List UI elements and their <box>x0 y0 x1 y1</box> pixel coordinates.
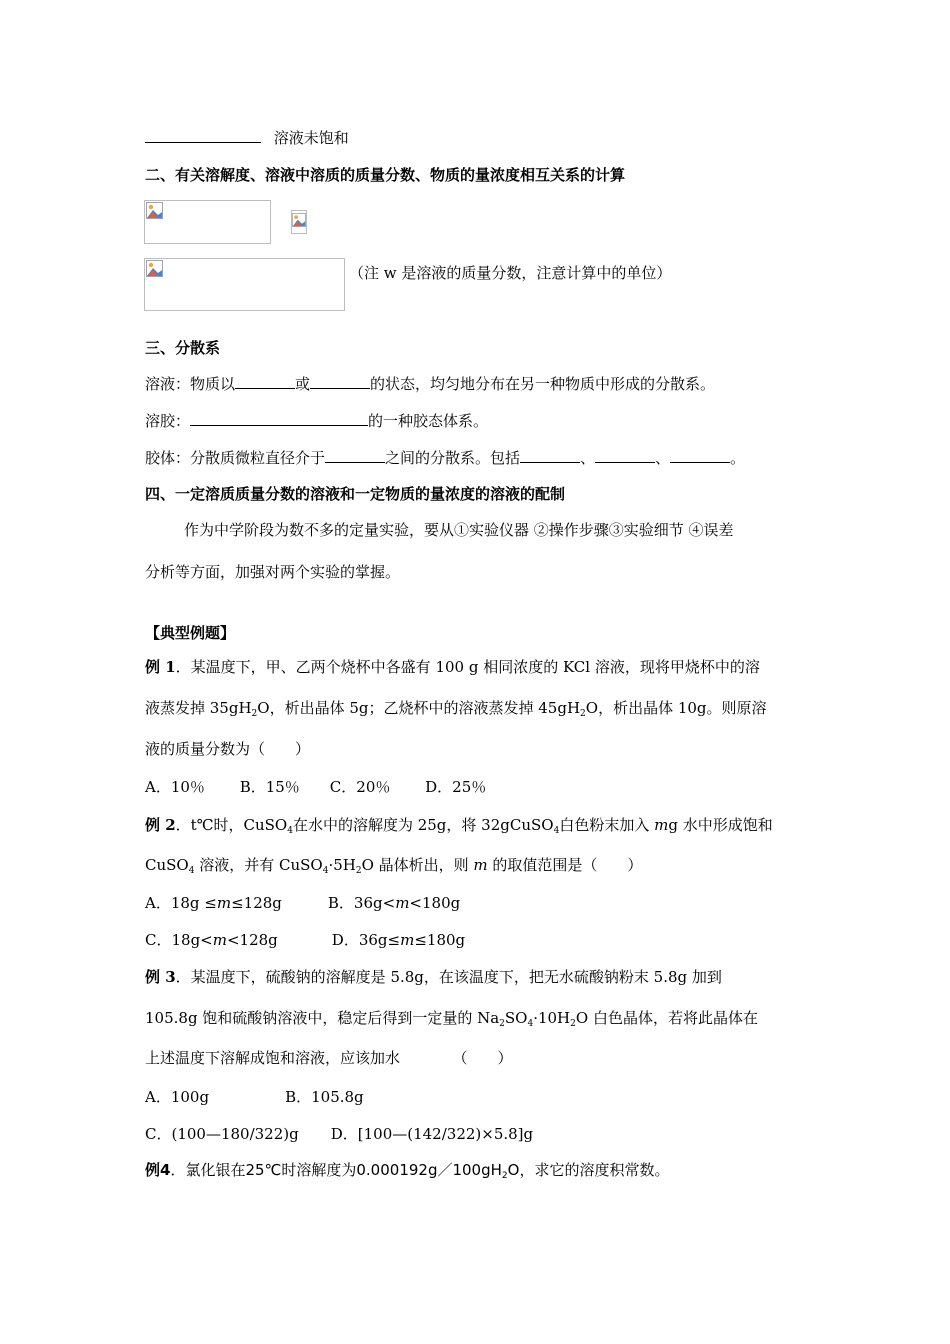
unsaturated-text: 溶液未饱和 <box>273 129 349 147</box>
broken-image-icon <box>146 260 163 277</box>
e1-t1: 液蒸发掉 35gH <box>145 699 252 717</box>
colloid-text-a: 胶体：分散质微粒直径介于 <box>145 449 326 467</box>
e3-opt-b: B．105.8g <box>285 1088 364 1106</box>
e2-b2: m <box>395 894 410 912</box>
e3-t5: O 白色晶体，若将此晶体在 <box>575 1009 758 1027</box>
example-3-line-3: 上述温度下溶解成饱和溶液，应该加水 （ ） <box>145 1049 513 1067</box>
formula-image-2 <box>291 210 307 234</box>
e2-d3: ≤180g <box>414 931 466 949</box>
e3-opt-c: C．(100—180/322)g <box>145 1125 299 1143</box>
e2-t6: 溶液，并有 CuSO <box>194 856 323 874</box>
blank-type-1[interactable] <box>520 447 580 463</box>
section-3-heading: 三、分散系 <box>145 339 221 357</box>
examples-title: 【典型例题】 <box>145 624 236 642</box>
e2-t1: ．t℃时，CuSO <box>175 816 288 834</box>
e2-t9: 的取值范围是（ ） <box>487 856 643 874</box>
colloid-sep-2: 、 <box>655 449 671 467</box>
example-2-options-ab <box>145 893 460 913</box>
formula-image-3 <box>144 258 345 311</box>
sol-gel-line <box>145 410 488 431</box>
example-1-line-2 <box>145 698 767 718</box>
e1-sub1: 2 <box>251 709 258 719</box>
e4-sub1: 2 <box>501 1171 508 1181</box>
e4-t2: O，求它的溶度积常数。 <box>507 1161 670 1179</box>
e3-sub1: 2 <box>499 1019 505 1029</box>
example-2-options-cd <box>145 930 465 950</box>
e1-t3: O，析出晶体 10g。则原溶 <box>585 699 767 717</box>
e2-a3: ≤128g <box>231 894 282 912</box>
e3-sub3: 2 <box>570 1019 576 1029</box>
e2-b1: B．36g< <box>327 894 396 912</box>
e2-t3: 白色粉末加入 <box>559 816 655 834</box>
e2-a2: m <box>216 894 232 912</box>
unsaturated-line <box>145 127 349 148</box>
solution-text-b: 或 <box>295 375 311 393</box>
colloid-sep-1: 、 <box>580 449 596 467</box>
example-1-text-1: ．某温度下，甲、乙两个烧杯中各盛有 100 g 相同浓度的 KCl 溶液，现将甲烧杯中的溶 <box>175 658 760 676</box>
e2-m1: m <box>654 816 669 834</box>
e2-c2: m <box>212 931 227 949</box>
example-3-line-2 <box>145 1008 758 1028</box>
e2-sub4: 4 <box>322 866 329 876</box>
e4-t1: ．氯化银在25℃时溶解度为0.000192g／100gH <box>170 1161 502 1179</box>
e2-t5: CuSO <box>145 856 189 874</box>
e3-opt-a: A．100g <box>145 1088 210 1106</box>
section-4-para-line-1: 作为中学阶段为数不多的定量实验，要从①实验仪器 ②操作步骤③实验细节 ④误差 <box>184 521 734 539</box>
section-4-heading: 四、一定溶质质量分数的溶液和一定物质的量浓度的溶液的配制 <box>145 485 566 503</box>
broken-image-icon <box>292 213 306 227</box>
blank-sol-gel[interactable] <box>190 410 368 426</box>
blank-state-1[interactable] <box>235 373 295 389</box>
blank-state-2[interactable] <box>310 373 370 389</box>
e2-c3: <128g <box>226 931 278 949</box>
section-2-heading: 二、有关溶解度、溶液中溶质的质量分数、物质的量浓度相互关系的计算 <box>145 166 626 184</box>
example-3-options-cd <box>145 1124 533 1144</box>
e2-sub3: 4 <box>188 866 195 876</box>
solution-text-a: 溶液：物质以 <box>145 375 236 393</box>
e1-t2: O，析出晶体 5g；乙烧杯中的溶液蒸发掉 45gH <box>257 699 581 717</box>
example-1-options: A．10％ B．15％ C．20％ D．25％ <box>145 778 487 796</box>
e3-t2: 105.8g 饱和硫酸钠溶液中，稳定后得到一定量的 Na <box>145 1009 500 1027</box>
example-2-line-1 <box>145 815 773 835</box>
e3-opt-d: D．[100—(142/322)×5.8]g <box>330 1125 534 1143</box>
e2-d2: m <box>400 931 415 949</box>
colloid-line <box>145 447 745 468</box>
e2-t4: g 水中形成饱和 <box>668 816 773 834</box>
example-3-line-1 <box>145 967 722 987</box>
example-2-label: 例 2 <box>145 816 176 834</box>
sol-gel-text-a: 溶胶： <box>145 412 191 430</box>
e2-c1: C．18g< <box>145 931 213 949</box>
example-1-line-3: 液的质量分数为（ ） <box>145 740 311 758</box>
example-3-options-ab <box>145 1087 364 1107</box>
e3-t3: SO <box>504 1009 528 1027</box>
e2-t2: 在水中的溶解度为 25g，将 32gCuSO <box>292 816 554 834</box>
solution-line <box>145 373 715 394</box>
e2-b3: <180g <box>409 894 461 912</box>
section-4-para-line-2: 分析等方面，加强对两个实验的掌握。 <box>145 563 401 581</box>
example-3-label: 例 3 <box>145 968 176 986</box>
e2-m2: m <box>473 856 488 874</box>
e2-sub2: 4 <box>553 826 560 836</box>
blank-diameter[interactable] <box>325 447 385 463</box>
e3-t1: ．某温度下，硫酸钠的溶解度是 5.8g，在该温度下，把无水硫酸钠粉末 5.8g 加到 <box>175 968 722 986</box>
example-4-label: 例4 <box>145 1161 171 1179</box>
e3-sub2: 4 <box>527 1019 534 1029</box>
example-1-label: 例 1 <box>145 658 176 676</box>
e1-sub2: 2 <box>580 709 586 719</box>
blank-unsaturated[interactable] <box>145 127 261 143</box>
e2-a1: A．18g ≤ <box>145 894 217 912</box>
broken-image-icon <box>146 202 163 219</box>
e2-sub1: 4 <box>287 826 293 836</box>
blank-type-2[interactable] <box>595 447 655 463</box>
example-1-line-1 <box>145 657 760 677</box>
solution-text-c: 的状态，均匀地分布在另一种物质中形成的分散系。 <box>370 375 716 393</box>
e3-t4: ·10H <box>533 1009 571 1027</box>
blank-type-3[interactable] <box>670 447 730 463</box>
formula-image-1 <box>144 200 271 244</box>
e2-d1: D．36g≤ <box>331 931 401 949</box>
e2-t7: ·5H <box>328 856 356 874</box>
e2-t8: O 晶体析出，则 <box>361 856 474 874</box>
formula-note: （注 w 是溶液的质量分数，注意计算中的单位） <box>349 264 672 282</box>
example-2-line-2 <box>145 855 642 875</box>
colloid-text-b: 之间的分散系。包括 <box>385 449 521 467</box>
e2-sub5: 2 <box>355 866 362 876</box>
sol-gel-text-b: 的一种胶态体系。 <box>368 412 489 430</box>
example-4-line <box>145 1160 669 1180</box>
colloid-end: 。 <box>730 449 746 467</box>
